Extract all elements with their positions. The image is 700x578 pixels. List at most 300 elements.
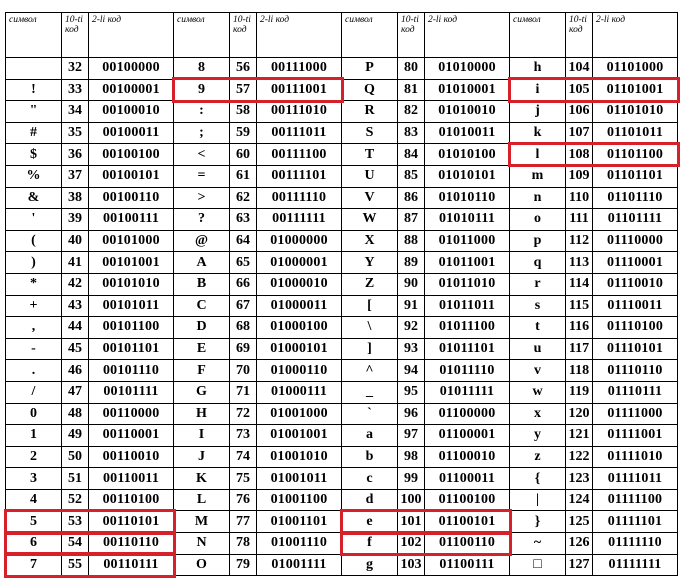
cell-binary: 00111110 (257, 187, 342, 209)
cell-binary: 01010000 (425, 58, 510, 80)
table-row (6, 425, 678, 447)
cell-symbol: L (174, 489, 230, 511)
cell-binary: 01001110 (257, 533, 342, 555)
table-row (6, 317, 678, 339)
cell-decimal: 91 (398, 295, 425, 317)
cell-decimal: 64 (230, 230, 257, 252)
cell-decimal: 98 (398, 446, 425, 468)
table-row (6, 144, 678, 166)
cell-symbol: w (510, 381, 566, 403)
cell-symbol: Q (342, 79, 398, 101)
cell-symbol: K (174, 468, 230, 490)
cell-symbol: % (6, 165, 62, 187)
cell-symbol: c (342, 468, 398, 490)
cell-decimal: 77 (230, 511, 257, 533)
cell-binary: 01110111 (593, 381, 678, 403)
cell-symbol: C (174, 295, 230, 317)
cell-decimal: 123 (566, 468, 593, 490)
cell-symbol: . (6, 360, 62, 382)
cell-symbol: i (510, 79, 566, 101)
cell-decimal: 114 (566, 273, 593, 295)
cell-decimal: 49 (62, 425, 89, 447)
cell-decimal: 96 (398, 403, 425, 425)
cell-decimal: 111 (566, 209, 593, 231)
table-row (6, 58, 678, 80)
cell-binary: 01100001 (425, 425, 510, 447)
cell-binary: 01000110 (257, 360, 342, 382)
cell-decimal: 48 (62, 403, 89, 425)
cell-decimal: 46 (62, 360, 89, 382)
cell-binary: 00110010 (89, 446, 174, 468)
cell-symbol: 3 (6, 468, 62, 490)
cell-symbol: > (174, 187, 230, 209)
cell-decimal: 51 (62, 468, 89, 490)
cell-decimal: 101 (398, 511, 425, 533)
header-binary: 2-li код (257, 13, 342, 58)
cell-binary: 00110100 (89, 489, 174, 511)
cell-decimal: 117 (566, 338, 593, 360)
cell-binary: 01000101 (257, 338, 342, 360)
cell-symbol: [ (342, 295, 398, 317)
cell-symbol: ` (342, 403, 398, 425)
cell-symbol: @ (174, 230, 230, 252)
cell-decimal: 43 (62, 295, 89, 317)
cell-decimal: 80 (398, 58, 425, 80)
cell-binary: 01110110 (593, 360, 678, 382)
cell-symbol: R (342, 101, 398, 123)
table-row (6, 187, 678, 209)
cell-decimal: 121 (566, 425, 593, 447)
cell-binary: 01110010 (593, 273, 678, 295)
cell-symbol: S (342, 122, 398, 144)
cell-decimal: 61 (230, 165, 257, 187)
cell-binary: 01011001 (425, 252, 510, 274)
cell-binary: 00111101 (257, 165, 342, 187)
cell-symbol: F (174, 360, 230, 382)
cell-binary: 01000011 (257, 295, 342, 317)
cell-symbol: W (342, 209, 398, 231)
cell-binary: 00111000 (257, 58, 342, 80)
cell-symbol: _ (342, 381, 398, 403)
table-row (6, 209, 678, 231)
cell-binary: 01011111 (425, 381, 510, 403)
cell-symbol: D (174, 317, 230, 339)
cell-binary: 00100110 (89, 187, 174, 209)
cell-symbol: ; (174, 122, 230, 144)
cell-symbol: 1 (6, 425, 62, 447)
cell-decimal: 45 (62, 338, 89, 360)
cell-symbol: ! (6, 79, 62, 101)
table-row (6, 511, 678, 533)
cell-decimal: 44 (62, 317, 89, 339)
cell-decimal: 36 (62, 144, 89, 166)
cell-binary: 01010010 (425, 101, 510, 123)
cell-symbol: , (6, 317, 62, 339)
cell-decimal: 59 (230, 122, 257, 144)
cell-binary: 00100000 (89, 58, 174, 80)
cell-symbol: J (174, 446, 230, 468)
cell-symbol: T (342, 144, 398, 166)
cell-binary: 00100111 (89, 209, 174, 231)
cell-decimal: 92 (398, 317, 425, 339)
cell-binary: 00110110 (89, 533, 174, 555)
cell-symbol: : (174, 101, 230, 123)
cell-symbol: u (510, 338, 566, 360)
cell-decimal: 90 (398, 273, 425, 295)
cell-decimal: 38 (62, 187, 89, 209)
cell-symbol: 4 (6, 489, 62, 511)
cell-decimal: 125 (566, 511, 593, 533)
cell-binary: 01010101 (425, 165, 510, 187)
cell-binary: 01010011 (425, 122, 510, 144)
cell-binary: 01111011 (593, 468, 678, 490)
header-binary: 2-li код (593, 13, 678, 58)
cell-symbol: O (174, 554, 230, 576)
cell-symbol: x (510, 403, 566, 425)
cell-symbol: k (510, 122, 566, 144)
cell-binary: 00101000 (89, 230, 174, 252)
header-binary: 2-li код (425, 13, 510, 58)
cell-decimal: 42 (62, 273, 89, 295)
cell-binary: 01101011 (593, 122, 678, 144)
cell-symbol: " (6, 101, 62, 123)
table-row (6, 381, 678, 403)
header-symbol: символ (510, 13, 566, 58)
table-row (6, 533, 678, 555)
table-row (6, 338, 678, 360)
cell-binary: 00101110 (89, 360, 174, 382)
cell-symbol: □ (510, 554, 566, 576)
table-row (6, 489, 678, 511)
cell-binary: 01001011 (257, 468, 342, 490)
cell-symbol: { (510, 468, 566, 490)
cell-decimal: 107 (566, 122, 593, 144)
cell-binary: 01011011 (425, 295, 510, 317)
cell-symbol: v (510, 360, 566, 382)
cell-binary: 00110000 (89, 403, 174, 425)
cell-symbol: y (510, 425, 566, 447)
cell-symbol: ' (6, 209, 62, 231)
table-row (6, 273, 678, 295)
cell-decimal: 73 (230, 425, 257, 447)
header-decimal: 10-ti код (230, 13, 257, 58)
cell-decimal: 50 (62, 446, 89, 468)
cell-symbol: } (510, 511, 566, 533)
cell-symbol (6, 58, 62, 80)
cell-symbol: ] (342, 338, 398, 360)
cell-binary: 01000111 (257, 381, 342, 403)
table-row (6, 101, 678, 123)
cell-symbol: E (174, 338, 230, 360)
cell-symbol: o (510, 209, 566, 231)
cell-symbol: z (510, 446, 566, 468)
cell-symbol: | (510, 489, 566, 511)
table-row (6, 446, 678, 468)
cell-symbol: p (510, 230, 566, 252)
cell-decimal: 127 (566, 554, 593, 576)
cell-binary: 00101111 (89, 381, 174, 403)
cell-binary: 00101101 (89, 338, 174, 360)
cell-binary: 01110011 (593, 295, 678, 317)
cell-symbol: s (510, 295, 566, 317)
cell-binary: 00111100 (257, 144, 342, 166)
cell-binary: 00100001 (89, 79, 174, 101)
cell-decimal: 95 (398, 381, 425, 403)
cell-decimal: 60 (230, 144, 257, 166)
cell-symbol: d (342, 489, 398, 511)
cell-symbol: 6 (6, 533, 62, 555)
cell-symbol: + (6, 295, 62, 317)
cell-symbol: 9 (174, 79, 230, 101)
cell-decimal: 55 (62, 554, 89, 576)
cell-binary: 01101001 (593, 79, 678, 101)
cell-binary: 01100010 (425, 446, 510, 468)
cell-symbol: 0 (6, 403, 62, 425)
cell-decimal: 53 (62, 511, 89, 533)
cell-binary: 01001001 (257, 425, 342, 447)
cell-decimal: 93 (398, 338, 425, 360)
cell-symbol: G (174, 381, 230, 403)
cell-binary: 00111010 (257, 101, 342, 123)
cell-symbol: b (342, 446, 398, 468)
cell-decimal: 87 (398, 209, 425, 231)
cell-symbol: q (510, 252, 566, 274)
cell-binary: 01101101 (593, 165, 678, 187)
cell-decimal: 39 (62, 209, 89, 231)
cell-symbol: g (342, 554, 398, 576)
cell-decimal: 100 (398, 489, 425, 511)
cell-symbol: f (342, 533, 398, 555)
cell-symbol: 8 (174, 58, 230, 80)
cell-decimal: 104 (566, 58, 593, 80)
table-row (6, 230, 678, 252)
table-row (6, 403, 678, 425)
cell-decimal: 109 (566, 165, 593, 187)
cell-binary: 01000001 (257, 252, 342, 274)
table-row (6, 79, 678, 101)
cell-binary: 01100011 (425, 468, 510, 490)
cell-decimal: 66 (230, 273, 257, 295)
cell-binary: 01001010 (257, 446, 342, 468)
cell-binary: 01101110 (593, 187, 678, 209)
cell-symbol: # (6, 122, 62, 144)
cell-symbol: H (174, 403, 230, 425)
cell-decimal: 102 (398, 533, 425, 555)
cell-symbol: = (174, 165, 230, 187)
cell-decimal: 78 (230, 533, 257, 555)
cell-symbol: h (510, 58, 566, 80)
cell-symbol: j (510, 101, 566, 123)
cell-decimal: 118 (566, 360, 593, 382)
cell-binary: 01011110 (425, 360, 510, 382)
cell-binary: 01101010 (593, 101, 678, 123)
cell-binary: 01110001 (593, 252, 678, 274)
cell-decimal: 33 (62, 79, 89, 101)
table-row (6, 252, 678, 274)
cell-binary: 01010110 (425, 187, 510, 209)
header-symbol: символ (342, 13, 398, 58)
cell-symbol: V (342, 187, 398, 209)
cell-decimal: 86 (398, 187, 425, 209)
cell-binary: 00101011 (89, 295, 174, 317)
cell-symbol: - (6, 338, 62, 360)
cell-binary: 01111110 (593, 533, 678, 555)
cell-binary: 00111011 (257, 122, 342, 144)
cell-binary: 01111010 (593, 446, 678, 468)
cell-decimal: 58 (230, 101, 257, 123)
table-row (6, 554, 678, 576)
cell-decimal: 83 (398, 122, 425, 144)
cell-decimal: 70 (230, 360, 257, 382)
cell-binary: 01101111 (593, 209, 678, 231)
cell-binary: 01011000 (425, 230, 510, 252)
cell-binary: 01110101 (593, 338, 678, 360)
table-row (6, 468, 678, 490)
cell-binary: 01110100 (593, 317, 678, 339)
cell-decimal: 63 (230, 209, 257, 231)
cell-decimal: 67 (230, 295, 257, 317)
cell-decimal: 37 (62, 165, 89, 187)
cell-binary: 00110101 (89, 511, 174, 533)
cell-decimal: 108 (566, 144, 593, 166)
cell-binary: 01111000 (593, 403, 678, 425)
cell-decimal: 71 (230, 381, 257, 403)
cell-decimal: 110 (566, 187, 593, 209)
cell-decimal: 65 (230, 252, 257, 274)
header-decimal: 10-ti код (62, 13, 89, 58)
cell-binary: 01001111 (257, 554, 342, 576)
cell-binary: 00110011 (89, 468, 174, 490)
cell-binary: 01111100 (593, 489, 678, 511)
cell-decimal: 56 (230, 58, 257, 80)
cell-symbol: * (6, 273, 62, 295)
cell-decimal: 57 (230, 79, 257, 101)
cell-binary: 01001100 (257, 489, 342, 511)
cell-symbol: a (342, 425, 398, 447)
cell-symbol: ^ (342, 360, 398, 382)
header-symbol: символ (174, 13, 230, 58)
cell-symbol: N (174, 533, 230, 555)
cell-decimal: 81 (398, 79, 425, 101)
cell-binary: 01001000 (257, 403, 342, 425)
cell-decimal: 47 (62, 381, 89, 403)
header-symbol: символ (6, 13, 62, 58)
cell-binary: 01111001 (593, 425, 678, 447)
cell-binary: 01100000 (425, 403, 510, 425)
cell-binary: 01100101 (425, 511, 510, 533)
cell-binary: 01111111 (593, 554, 678, 576)
cell-decimal: 97 (398, 425, 425, 447)
cell-symbol: n (510, 187, 566, 209)
cell-binary: 01011100 (425, 317, 510, 339)
cell-symbol: $ (6, 144, 62, 166)
cell-binary: 00100101 (89, 165, 174, 187)
cell-binary: 01011010 (425, 273, 510, 295)
cell-decimal: 41 (62, 252, 89, 274)
cell-symbol: 5 (6, 511, 62, 533)
cell-binary: 01000010 (257, 273, 342, 295)
cell-decimal: 113 (566, 252, 593, 274)
ascii-table-container (5, 12, 678, 576)
cell-decimal: 124 (566, 489, 593, 511)
cell-binary: 01101000 (593, 58, 678, 80)
cell-symbol: 7 (6, 554, 62, 576)
cell-decimal: 62 (230, 187, 257, 209)
cell-symbol: U (342, 165, 398, 187)
cell-decimal: 103 (398, 554, 425, 576)
cell-binary: 00110111 (89, 554, 174, 576)
cell-decimal: 54 (62, 533, 89, 555)
cell-decimal: 74 (230, 446, 257, 468)
cell-symbol: Z (342, 273, 398, 295)
cell-binary: 01010100 (425, 144, 510, 166)
cell-binary: 01011101 (425, 338, 510, 360)
cell-decimal: 115 (566, 295, 593, 317)
cell-decimal: 88 (398, 230, 425, 252)
table-row (6, 165, 678, 187)
cell-symbol: X (342, 230, 398, 252)
header-row (6, 13, 678, 58)
cell-binary: 00101100 (89, 317, 174, 339)
cell-symbol: A (174, 252, 230, 274)
cell-symbol: & (6, 187, 62, 209)
cell-decimal: 82 (398, 101, 425, 123)
cell-decimal: 126 (566, 533, 593, 555)
cell-binary: 00100100 (89, 144, 174, 166)
cell-decimal: 116 (566, 317, 593, 339)
cell-symbol: ~ (510, 533, 566, 555)
cell-decimal: 75 (230, 468, 257, 490)
cell-binary: 00110001 (89, 425, 174, 447)
cell-decimal: 84 (398, 144, 425, 166)
cell-symbol: I (174, 425, 230, 447)
cell-decimal: 76 (230, 489, 257, 511)
cell-binary: 01000000 (257, 230, 342, 252)
table-body (6, 58, 678, 576)
cell-symbol: M (174, 511, 230, 533)
cell-decimal: 99 (398, 468, 425, 490)
cell-decimal: 94 (398, 360, 425, 382)
cell-decimal: 52 (62, 489, 89, 511)
cell-binary: 01110000 (593, 230, 678, 252)
cell-decimal: 34 (62, 101, 89, 123)
cell-symbol: l (510, 144, 566, 166)
cell-decimal: 112 (566, 230, 593, 252)
cell-symbol: Y (342, 252, 398, 274)
cell-decimal: 122 (566, 446, 593, 468)
cell-binary: 00101001 (89, 252, 174, 274)
cell-symbol: t (510, 317, 566, 339)
cell-decimal: 89 (398, 252, 425, 274)
table-row (6, 295, 678, 317)
cell-decimal: 120 (566, 403, 593, 425)
cell-symbol: < (174, 144, 230, 166)
cell-symbol: 2 (6, 446, 62, 468)
cell-decimal: 35 (62, 122, 89, 144)
cell-binary: 01100100 (425, 489, 510, 511)
cell-binary: 00111001 (257, 79, 342, 101)
cell-binary: 01001101 (257, 511, 342, 533)
cell-symbol: r (510, 273, 566, 295)
cell-binary: 00101010 (89, 273, 174, 295)
cell-binary: 00100010 (89, 101, 174, 123)
ascii-code-table (5, 12, 678, 576)
cell-symbol: ? (174, 209, 230, 231)
cell-binary: 01010111 (425, 209, 510, 231)
cell-decimal: 79 (230, 554, 257, 576)
cell-decimal: 105 (566, 79, 593, 101)
cell-decimal: 106 (566, 101, 593, 123)
